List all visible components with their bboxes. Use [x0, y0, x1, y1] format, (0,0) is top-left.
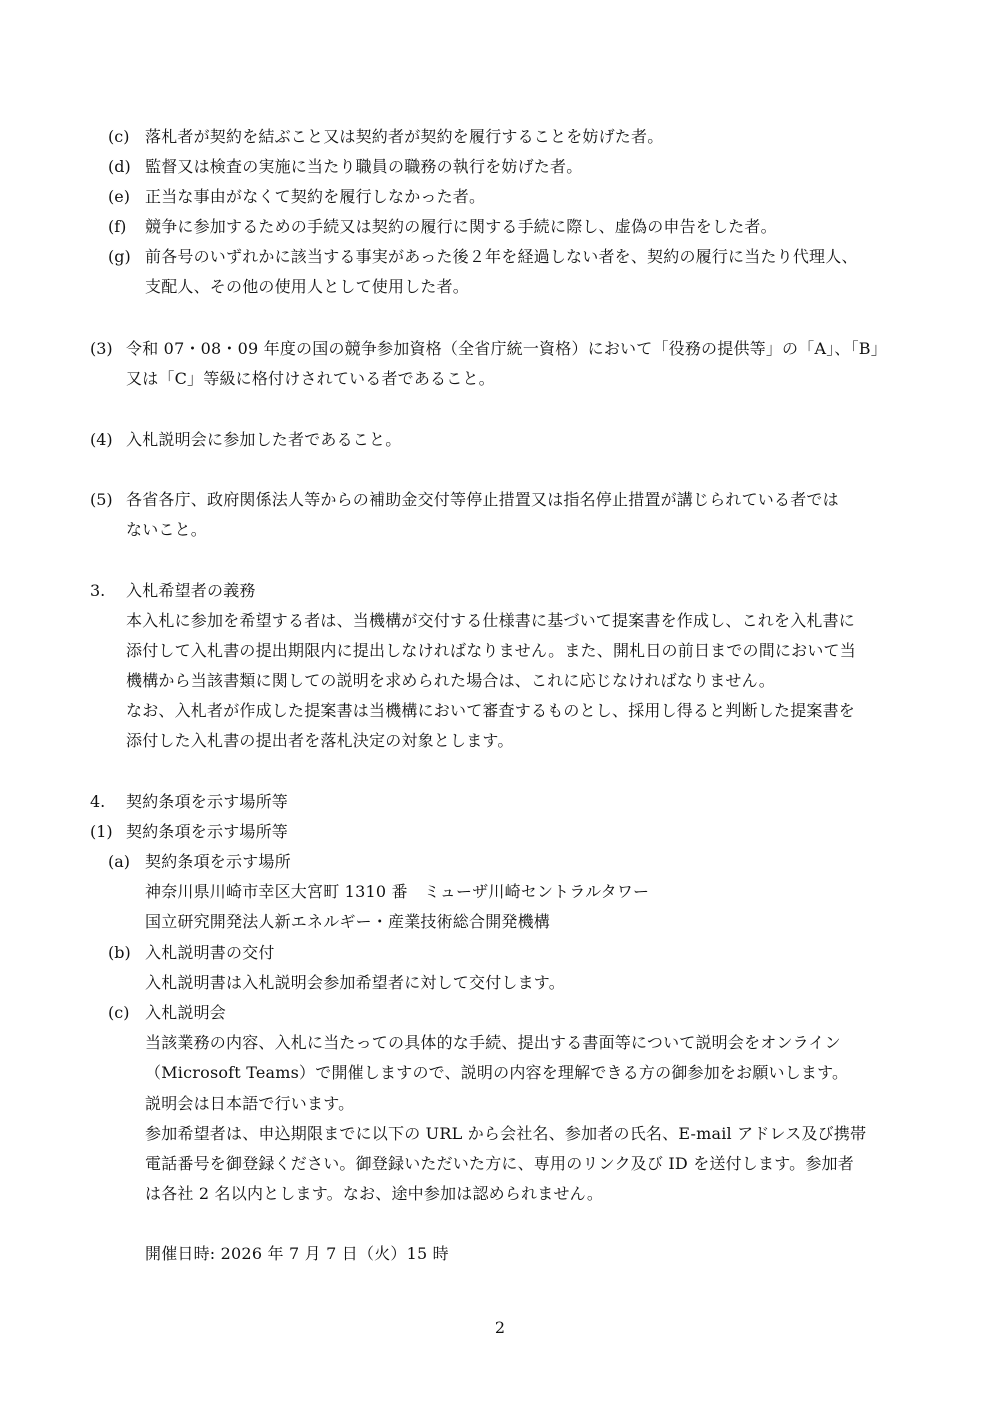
contract-location-organization: 国立研究開発法人新エネルギー・産業技術総合開発機構 [145, 912, 551, 931]
briefing-body-line-4: 参加希望者は、申込期限までに以下の URL から会社名、参加者の氏名、E-mail アドレス及び携帯 [145, 1124, 867, 1143]
sub1-a-heading: 契約条項を示す場所 [145, 852, 291, 871]
list-item-d: 監督又は検査の実施に当たり職員の職務の執行を妨げた者。 [145, 157, 583, 176]
contract-location-address: 神奈川県川崎市幸区大宮町 1310 番 ミューザ川崎セントラルタワー [145, 882, 650, 901]
page-number: 2 [494, 1318, 506, 1337]
list-item-c: 落札者が契約を結ぶこと又は契約者が契約を履行することを妨げた者。 [145, 127, 664, 146]
item-5-line2: ないこと。 [126, 520, 208, 539]
briefing-body-line-5: 電話番号を御登録ください。御登録いただいた方に、専用のリンク及び ID を送付します。参加者 [145, 1154, 854, 1173]
briefing-datetime: 開催日時: 2026 年 7 月 7 日（火）15 時 [145, 1244, 449, 1263]
briefing-body-line-1: 当該業務の内容、入札に当たっての具体的な手続、提出する書面等について説明会をオンライン [145, 1033, 841, 1052]
item-3-line1: 令和 07・08・09 年度の国の競争参加資格（全省庁統一資格）において「役務の提供等」の「A」、「B」 [126, 339, 887, 358]
section-4-marker: 4. [90, 792, 106, 811]
list-item-e: 正当な事由がなくて契約を履行しなかった者。 [145, 187, 486, 206]
section-4-sub1-heading: 契約条項を示す場所等 [126, 822, 289, 841]
item-4-marker: (4) [90, 430, 113, 449]
list-item-g-line2: 支配人、その他の使用人として使用した者。 [145, 277, 470, 296]
section-3-marker: 3. [90, 581, 106, 600]
item-4-text: 入札説明会に参加した者であること。 [126, 430, 402, 449]
section-4-heading: 契約条項を示す場所等 [126, 792, 289, 811]
briefing-body-line-6: は各社 2 名以内とします。なお、途中参加は認められません。 [145, 1184, 604, 1203]
sub1-c-marker: (c) [108, 1003, 130, 1022]
list-marker-f: (f) [108, 217, 127, 236]
sub1-b-text: 入札説明書は入札説明会参加希望者に対して交付します。 [145, 973, 565, 992]
section-3-body-line-2: 添付して入札書の提出期限内に提出しなければなりません。また、開札日の前日までの間において当 [126, 641, 856, 660]
list-item-g-line1: 前各号のいずれかに該当する事実があった後２年を経過しない者を、契約の履行に当たり代理人、 [145, 247, 858, 266]
sub1-c-heading: 入札説明会 [145, 1003, 227, 1022]
list-marker-c: (c) [108, 127, 130, 146]
briefing-body-line-3: 説明会は日本語で行います。 [145, 1094, 355, 1113]
list-item-f: 競争に参加するための手続又は契約の履行に関する手続に際し、虚偽の申告をした者。 [145, 217, 777, 236]
item-5-marker: (5) [90, 490, 113, 509]
sub1-b-marker: (b) [108, 943, 131, 962]
section-3-body-line-1: 本入札に参加を希望する者は、当機構が交付する仕様書に基づいて提案書を作成し、これを入札書に [126, 611, 856, 630]
section-3-body-line-3: 機構から当該書類に関しての説明を求められた場合は、これに応じなければなりません。 [126, 671, 775, 690]
item-3-marker: (3) [90, 339, 113, 358]
section-3-body-line-4: なお、入札者が作成した提案書は当機構において審査するものとし、採用し得ると判断した提案書を [126, 701, 856, 720]
sub1-b-heading: 入札説明書の交付 [145, 943, 275, 962]
list-marker-e: (e) [108, 187, 130, 206]
sub1-a-marker: (a) [108, 852, 131, 871]
briefing-body-line-2: （Microsoft Teams）で開催しますので、説明の内容を理解できる方の御参加をお願いします。 [145, 1063, 849, 1082]
section-3-body-line-5: 添付した入札書の提出者を落札決定の対象とします。 [126, 731, 514, 750]
list-marker-d: (d) [108, 157, 131, 176]
list-marker-g: (g) [108, 247, 131, 266]
section-3-heading: 入札希望者の義務 [126, 581, 256, 600]
section-4-sub1-marker: (1) [90, 822, 113, 841]
item-3-line2: 又は「C」等級に格付けされている者であること。 [126, 369, 495, 388]
item-5-line1: 各省各庁、政府関係法人等からの補助金交付等停止措置又は指名停止措置が講じられている者では [126, 490, 839, 509]
